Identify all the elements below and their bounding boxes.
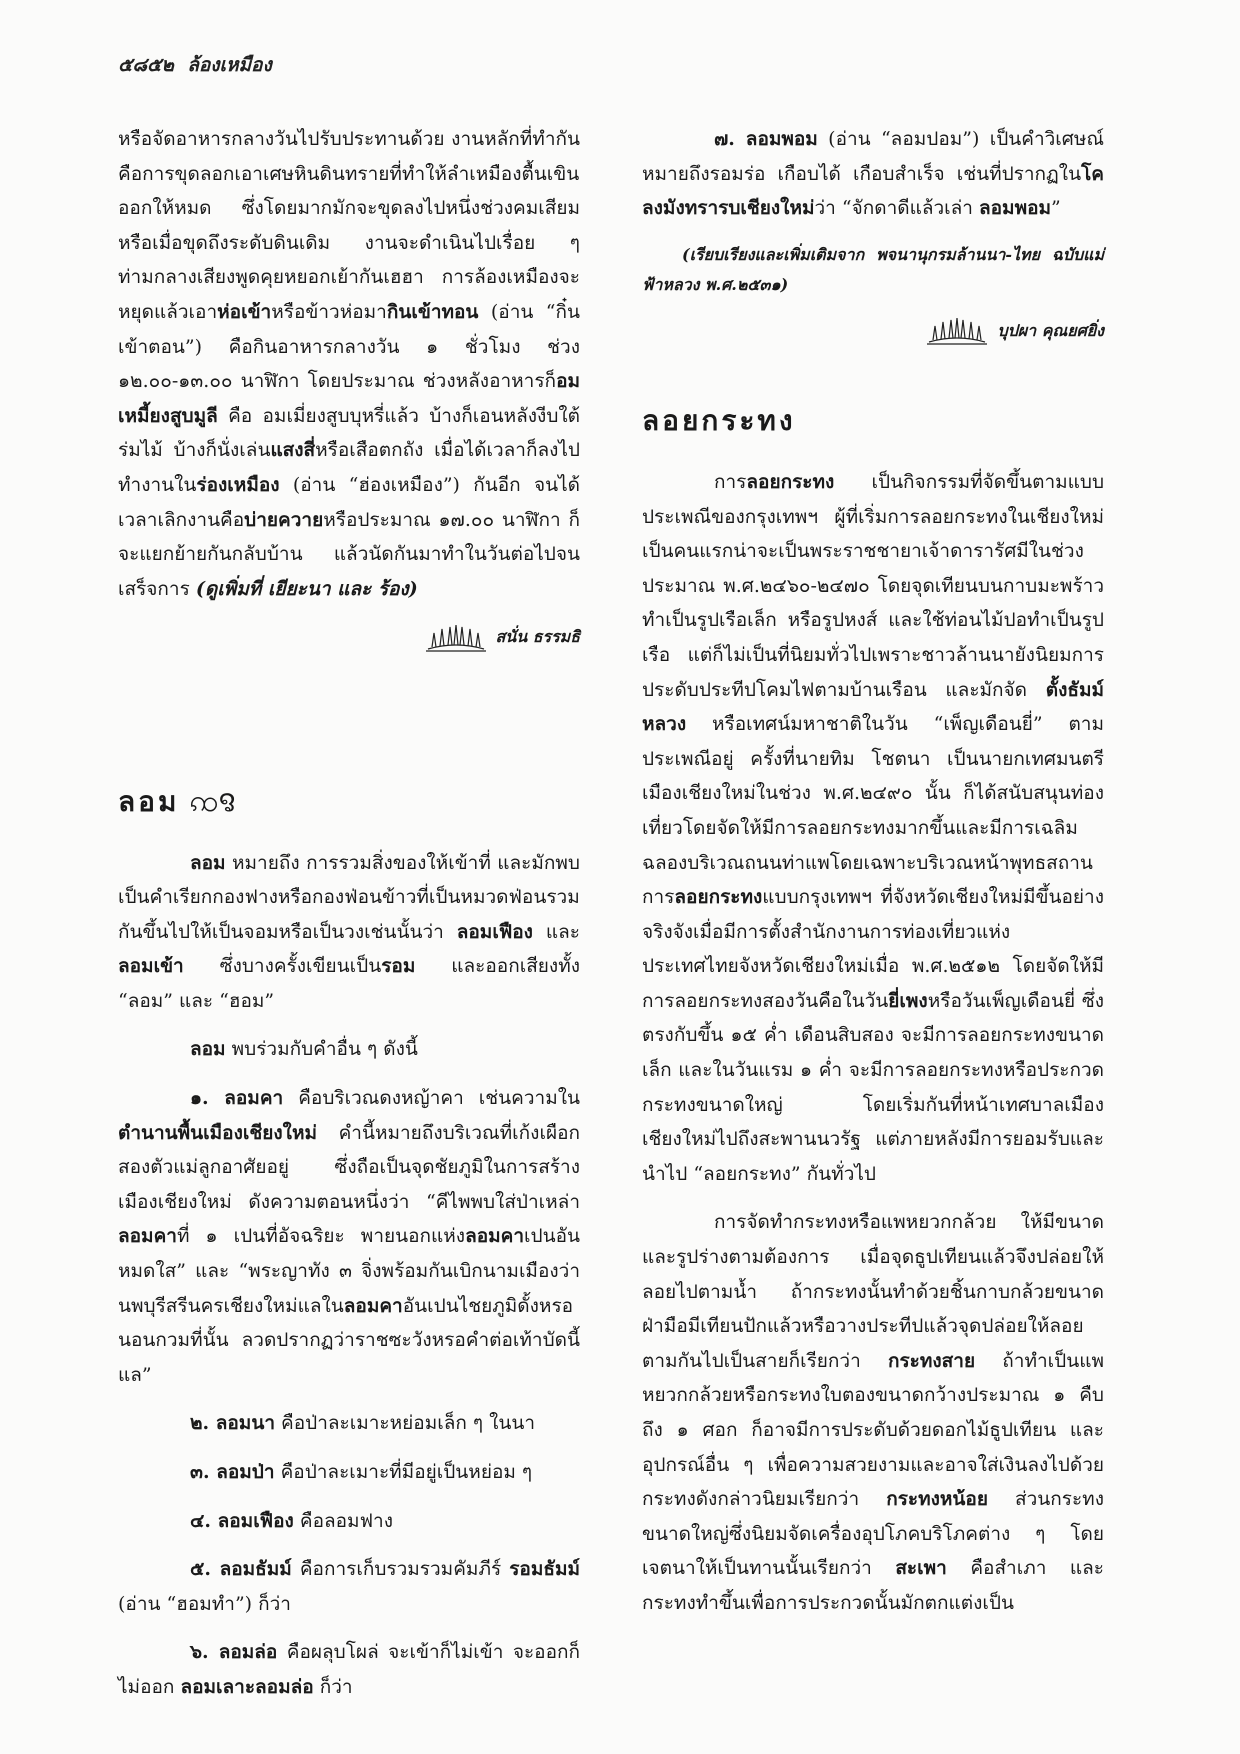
paragraph-loi-krathong-history: การลอยกระทง เป็นกิจกรรมที่จัดขึ้นตามแบบประเพณีของกรุงเทพฯ ผู้ที่เริ่มการลอยกระทงในเชียงใหม่เป็นคนแรกน่าจะเป็นพระราชชายาเจ้าดารารัศมีในช่วงประมาณ พ.ศ.๒๔๖๐-๒๔๗๐ โดยจุดเทียนบนกาบมะพร้าวทำเป็นรูปเรือเล็ก หรือรูปหงส์ และใช้ท่อนไม้ปอทำเป็นรูปเรือ แต่ก็ไม่เป็นที่นิยมทั่วไปเพราะชาวล้านนายังนิยมการประดับประทีปโคมไฟตามบ้านเรือน และมักจัด ตั้งธัมม์หลวง หรือเทศน์มหาชาติในวัน “เพ็ญเดือนยี่” ตามประเพณีอยู่ ครั้งที่นายทิม โชตนา เป็นนายกเทศมนตรีเมืองเชียงใหม่ในช่วง พ.ศ.๒๔๙๐ นั้น ก็ได้สนับสนุนท่องเที่ยวโดยจัดให้มีการลอยกระทงมากขึ้นและมีการเฉลิมฉลองบริเวณถนนท่าแพโดยเฉพาะบริเวณหน้าพุทธสถาน การลอยกระทงแบบกรุงเทพฯ ที่จังหวัดเชียงใหม่มีขึ้นอย่างจริงจังเมื่อมีการตั้งสำนักงานการท่องเที่ยวแห่งประเทศไทยจังหวัดเชียงใหม่เมื่อ พ.ศ.๒๕๑๒ โดยจัดให้มีการลอยกระทงสองวันคือในวันยี่เพงหรือวันเพ็ญเดือนยี่ ซึ่งตรงกับขึ้น ๑๕ ค่ำ เดือนสิบสอง จะมีการลอยกระทงขนาดเล็ก และในวันแรม ๑ ค่ำ จะมีการลอยกระทงหรือประกวดกระทงขนาดใหญ่ โดยเริ่มกันที่หน้าเทศบาลเมืองเชียงใหม่ไปถึงสะพานนวรัฐ แต่ภายหลังมีการยอมรับและนำไป “ลอยกระทง” กันทั่วไป [642, 470, 1104, 1185]
author-signature-2 [642, 314, 1104, 349]
entry-heading-loi-krathong: ลอยกระทง [642, 404, 796, 438]
ornament-icon [925, 316, 989, 346]
list-item-6: ๖. ลอมล่อ คือผลุบโผล่ จะเข้าก็ไม่เข้า จะออกก็ไม่ออก ลอมเลาะลอมล่อ ก็ว่า [118, 1641, 580, 1698]
author-signature-1 [118, 620, 580, 655]
running-title: ล้องเหมือง [187, 54, 272, 76]
entry-heading-lom: ลอม ꩡꨅ [118, 783, 237, 819]
paragraph-lom-combinations: ลอม พบร่วมกับคำอื่น ๆ ดังนี้ [190, 1038, 418, 1061]
paragraph-krathong-making: การจัดทำกระทงหรือแพหยวกกล้วย ให้มีขนาดและรูปร่างตามต้องการ เมื่อจุดธูปเทียนแล้วจึงปล่อยให้ลอยไปตามน้ำ ถ้ากระทงนั้นทำด้วยชิ้นกาบกล้วยขนาดฝ่ามือมีเทียนปักแล้วหรือวางประทีปแล้วจุดปล่อยให้ลอยตามกันไปเป็นสายก็เรียกว่า กระทงสาย ถ้าทำเป็นแพหยวกกล้วยหรือกระทงใบตองขนาดกว้างประมาณ ๑ คืบถึง ๑ ศอก ก็อาจมีการประดับด้วยดอกไม้ธูปเทียน และอุปกรณ์อื่น ๆ เพื่อความสวยงามและอาจใส่เงินลงไปด้วย กระทงดังกล่าวนิยมเรียกว่า กระทงหน้อย ส่วนกระทงขนาดใหญ่ซึ่งนิยมจัดเครื่องอุปโภคบริโภคต่าง ๆ โดยเจตนาให้เป็นทานนั้นเรียกว่า สะเพา คือสำเภา และกระทงทำขึ้นเพื่อการประกวดนั้นมักตกแต่งเป็น [642, 1211, 1104, 1614]
lanna-script-heading: ꩡꨅ [189, 783, 237, 819]
paragraph-long-mueang-continued: หรือจัดอาหารกลางวันไปรับประทานด้วย งานหลักที่ทำกันคือการขุดลอกเอาเศษหินดินทรายที่ทำให้ลำเหมืองตื้นเขินออกให้หมด ซึ่งโดยมากมักจะขุดลงไปหนึ่งช่วงคมเสียมหรือเมื่อขุดถึงระดับดินเดิม งานจะดำเนินไปเรื่อย ๆ ท่ามกลางเสียงพูดคุยหยอกเย้ากันเฮฮา การล้องเหมืองจะหยุดแล้วเอาห่อเข้าหรือข้าวห่อมากินเข้าทอน (อ่าน “กิ๋นเข้าตอน”) คือกินอาหารกลางวัน ๑ ชั่วโมง ช่วง ๑๒.๐๐-๑๓.๐๐ นาฬิกา โดยประมาณ ช่วงหลังอาหารก็อมเหมี้ยงสูบมูลี คือ อมเมี่ยงสูบบุหรี่แล้ว บ้างก็เอนหลังงีบใต้ร่มไม้ บ้างก็นั่งเล่นแสงสี่หรือเสือตกถัง เมื่อได้เวลาก็ลงไปทำงานในร่องเหมือง (อ่าน “ฮ่องเหมือง”) กันอีก จนได้เวลาเลิกงานคือบ่ายควายหรือประมาณ ๑๗.๐๐ นาฬิกา ก็จะแยกย้ายกันกลับบ้าน แล้วนัดกันมาทำในวันต่อไปจนเสร็จการ (ดูเพิ่มที่ เยียะนา และ ร้อง) [118, 128, 580, 600]
left-column [118, 122, 580, 1719]
ornament-icon [424, 623, 488, 653]
source-citation: (เรียบเรียงและเพิ่มเติมจาก พจนานุกรมล้านนา-ไทย ฉบับแม่ฟ้าหลวง พ.ศ.๒๕๓๑) [642, 244, 1104, 294]
running-header [118, 50, 272, 80]
list-item-4: ๔. ลอมเฟือง คือลอมฟาง [190, 1509, 393, 1532]
list-item-7: ๗. ลอมพอม (อ่าน “ลอมปอม”) เป็นคำวิเศษณ์ หมายถึงรอมร่อ เกือบได้ เกือบสำเร็จ เช่นที่ปรากฏในโคลงมังทรารบเชียงใหม่ว่า “จักดาดีแล้วเล่า ลอมพอม” [642, 128, 1104, 220]
list-item-2: ๒. ลอมนา คือป่าละเมาะหย่อมเล็ก ๆ ในนา [190, 1412, 536, 1435]
list-item-1: ๑. ลอมคา คือบริเวณดงหญ้าคา เช่นความในตำนานพื้นเมืองเชียงใหม่ คำนี้หมายถึงบริเวณที่เก้งเผือกสองตัวแม่ลูกอาศัยอยู่ ซึ่งถือเป็นจุดชัยภูมิในการสร้างเมืองเชียงใหม่ ดังความตอนหนึ่งว่า “คีไพพบใส่ป่าเหล่าลอมคาที่ ๑ เปนที่อัจฉริยะ พายนอกแห่งลอมคาเปนอันหมดใส” และ “พระญาทัง ๓ จิ่งพร้อมกันเบิกนามเมืองว่านพบุรีสรีนครเชียงใหม่แลในลอมคาอันเปนไชยภูมิดั้งหรอนอนกวมที่นั้น ลวดปรากฏว่าราชซะวังหรอคำต่อเท้าบัดนี้แล” [118, 1087, 580, 1386]
page-number: ๕๘๕๒ [118, 54, 174, 76]
paragraph-lom-definition: ลอม หมายถึง การรวมสิ่งของให้เข้าที่ และมักพบเป็นคำเรียกกองฟางหรือกองฟ่อนข้าวที่เป็นหมวดฟ่อนรวมกันขึ้นไปให้เป็นจอมหรือเป็นวงเช่นนั้นว่า ลอมเฟือง และ ลอมเข้า ซึ่งบางครั้งเขียนเป็นรอม และออกเสียงทั้ง “ลอม” และ “ฮอม” [118, 851, 581, 1012]
list-item-5: ๕. ลอมธัมม์ คือการเก็บรวมรวมคัมภีร์ รอมธัมม์ (อ่าน “ฮอมทำ”) ก็ว่า [118, 1558, 580, 1615]
right-column [642, 122, 1104, 1635]
list-item-3: ๓. ลอมป่า คือป่าละเมาะที่มีอยู่เป็นหย่อม ๆ [190, 1461, 533, 1483]
author-name: สนั่น ธรรมธิ [495, 627, 580, 647]
author-name: บุปผา คุณยศยิ่ง [997, 320, 1104, 340]
